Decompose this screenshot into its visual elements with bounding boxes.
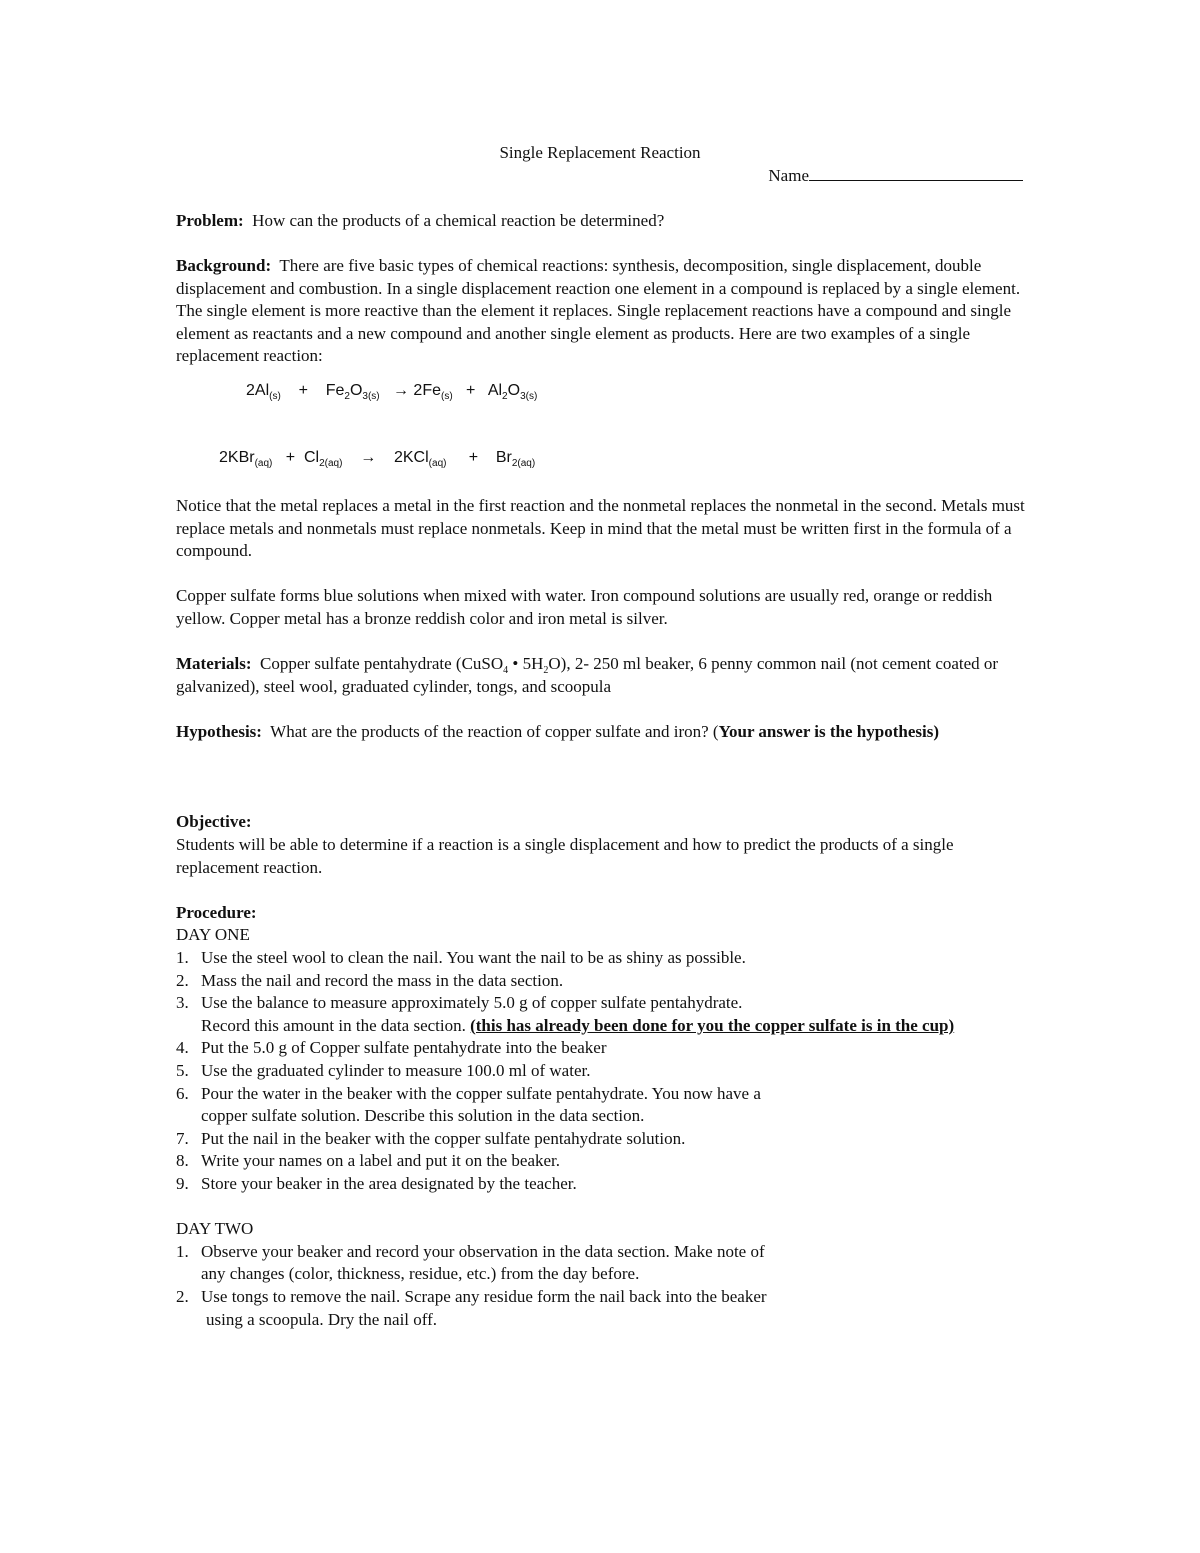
- day-one-label: DAY ONE: [176, 925, 250, 945]
- reaction-arrow: →: [392, 381, 409, 399]
- background-section: [176, 255, 1026, 368]
- equation-2: 2KBr$_{(aq)}$ + $Cl_{2(aq)}$ → 2KCl$_{(aq)}$ + $Br_{2(aq)}$: [219, 448, 536, 469]
- name-field-row: [176, 165, 1026, 188]
- materials-section: Materials: Copper sulfate pentahydrate (CuSO$_4$ • $5H_2O$), 2- 250 ml beaker, 6 penny common nail (not cement coated or galvanized), steel wool, graduated cylinder, tongs, and scoopula: [176, 654, 999, 696]
- hypothesis-section: [176, 721, 1026, 744]
- page-title: Single Replacement Reaction: [499, 143, 701, 162]
- materials-label: Materials:: [176, 654, 252, 674]
- procedure-label: Procedure:: [176, 902, 257, 922]
- day-two-label: DAY TWO: [176, 1219, 254, 1239]
- problem-text: How can the products of a chemical reaction be determined?: [252, 210, 665, 230]
- list-item: 4. Put the 5.0 g of Copper sulfate pentahydrate into the beaker: [176, 1038, 607, 1058]
- background-text: There are five basic types of chemical reactions: synthesis, decomposition, single displacement, double displacement and combustion. In a single displacement reaction one element in a compound is replaced by a single element. The single element is more reactive than the element it replaces. Single replacement reactions have a compound and single element as reactants and a new compound and another single element as products. Here are two examples of a single replacement reaction:: [176, 255, 1021, 366]
- equation-1: $2Al_{(s)}$ + $Fe_2O_{3(s)}$ → $2Fe_{(s)}$ + $Al_2O_{3(s)}$: [246, 381, 538, 402]
- objective-label: Objective:: [176, 812, 252, 832]
- objective-text: Students will be able to determine if a reaction is a single displacement and how to predict the products of a single replacement reaction.: [176, 835, 954, 877]
- list-item: 2. Use tongs to remove the nail. Scrape any residue form the nail back into the beaker using a scoopula. Dry the nail off.: [176, 1286, 767, 1329]
- list-item: 5. Use the graduated cylinder to measure 100.0 ml of water.: [176, 1061, 591, 1080]
- list-item: 8. Write your names on a label and put it on the beaker.: [176, 1151, 561, 1171]
- bold-note: (this has already been done for you the copper sulfate is in the cup): [470, 1015, 955, 1035]
- hypothesis-label: Hypothesis:: [176, 721, 262, 741]
- document-body: [176, 142, 1026, 1331]
- list-item: 1. Observe your beaker and record your observation in the data section. Make note of any changes (color, thickness, residue, etc.) from the day before.: [176, 1241, 765, 1284]
- list-item: 7. Put the nail in the beaker with the copper sulfate pentahydrate solution.: [176, 1128, 686, 1148]
- objective-section: [176, 811, 1026, 879]
- day-one-steps: [176, 947, 1026, 1196]
- list-item: 2. Mass the nail and record the mass in the data section.: [176, 970, 564, 990]
- reaction-arrow: →: [360, 448, 377, 466]
- list-item: 9. Store your beaker in the area designated by the teacher.: [176, 1173, 577, 1193]
- name-blank-line: [809, 165, 1023, 181]
- list-item: 1. Use the steel wool to clean the nail. You want the nail to be as shiny as possible.: [176, 948, 746, 968]
- copper-note-paragraph: Copper sulfate forms blue solutions when mixed with water. Iron compound solutions are usually red, orange or reddish yellow. Copper metal has a bronze reddish color and iron metal is silver.: [176, 586, 993, 628]
- procedure-section: [176, 902, 1026, 1331]
- problem-section: [176, 210, 1026, 233]
- background-label: Background:: [176, 255, 272, 275]
- day-two-steps: [176, 1241, 1026, 1331]
- problem-label: Problem:: [176, 210, 244, 230]
- hypothesis-bold-note: Your answer is the hypothesis): [718, 721, 939, 741]
- name-label: Name: [768, 165, 809, 185]
- hypothesis-text: What are the products of the reaction of copper sulfate and iron? (: [270, 721, 719, 741]
- list-item: 6. Pour the water in the beaker with the copper sulfate pentahydrate. You now have a copper sulfate solution. Describe this solution in the data section.: [176, 1083, 761, 1126]
- list-item: 3. Use the balance to measure approximately 5.0 g of copper sulfate pentahydrate. Record this amount in the data section. (this has already been done for you the copper sulfate is in the cup): [176, 993, 955, 1035]
- notice-paragraph: Notice that the metal replaces a metal in the first reaction and the nonmetal replaces the nonmetal in the second. Metals must replace metals and nonmetals must replace nonmetals. Keep in mind that the metal must be written first in the formula of a compound.: [176, 495, 1025, 561]
